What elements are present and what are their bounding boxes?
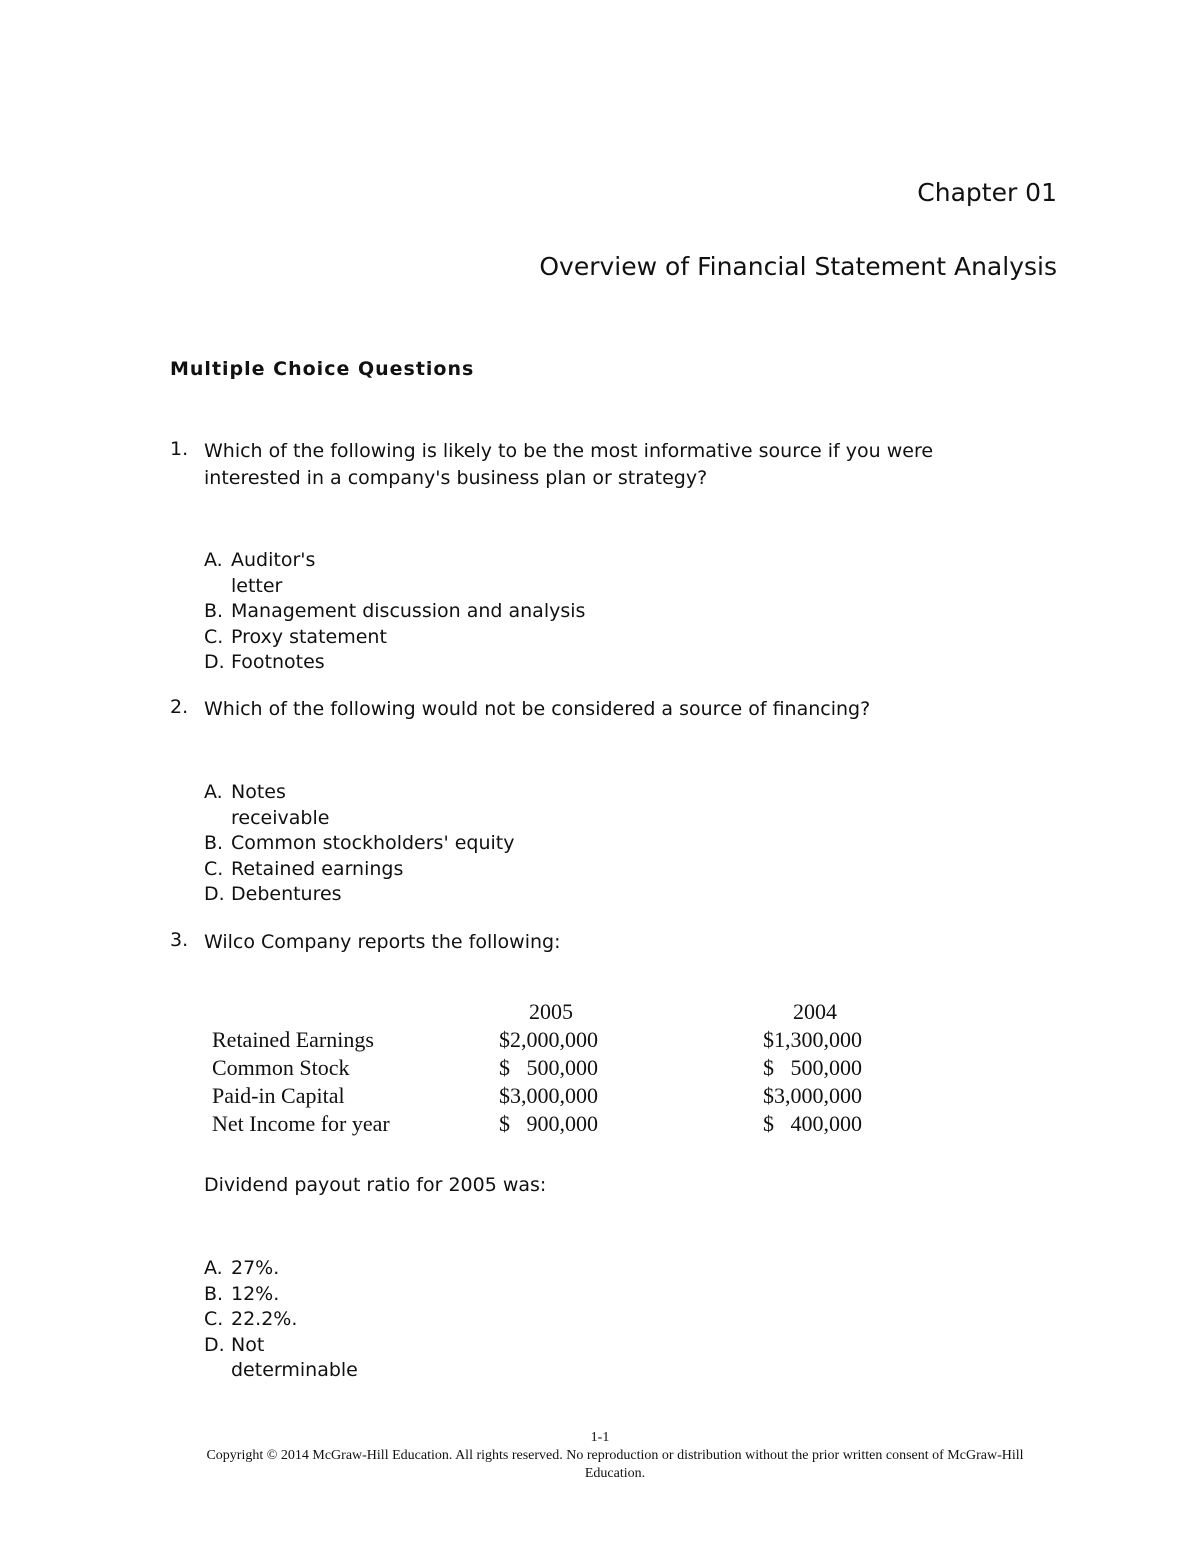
- option: [204, 882, 514, 908]
- option-letter: D.: [204, 651, 225, 673]
- table-header-cell: 2005: [529, 999, 573, 1024]
- option-text: Retained earnings: [231, 857, 404, 880]
- option-letter: D.: [204, 883, 225, 905]
- option-letter: C.: [204, 625, 224, 648]
- row-label: Common Stock: [212, 1055, 350, 1080]
- row-label: Net Income for year: [212, 1111, 390, 1136]
- option: [204, 1307, 331, 1333]
- question-2-number: 2.: [170, 696, 189, 718]
- question-3-followup: Dividend payout ratio for 2005 was:: [204, 1174, 547, 1196]
- table-header-row: [206, 998, 913, 1026]
- option-letter: A.: [204, 781, 223, 803]
- cell-2005: $ 900,000: [499, 1111, 598, 1136]
- option: [204, 857, 514, 883]
- question-3-options: [204, 1256, 358, 1384]
- cell-2005: $2,000,000: [499, 1027, 598, 1052]
- chapter-number: Chapter 01: [917, 178, 1057, 207]
- option-letter: B.: [204, 1282, 224, 1305]
- option-text: 27%.: [231, 1257, 280, 1279]
- cell-2004: $3,000,000: [763, 1083, 862, 1108]
- option-letter: B.: [204, 600, 224, 622]
- question-1-number: 1.: [170, 438, 189, 460]
- option-text: Debentures: [231, 883, 342, 905]
- option-letter: D.: [204, 1333, 225, 1356]
- option-text: Notes receivable: [231, 781, 330, 829]
- option-text: Proxy statement: [231, 625, 387, 648]
- row-label: Paid-in Capital: [212, 1083, 345, 1108]
- table-header-cell: [206, 998, 499, 1026]
- option-letter: A.: [204, 549, 223, 571]
- option-text: Not determinable: [231, 1333, 358, 1381]
- cell-2004: $ 400,000: [763, 1111, 862, 1136]
- option-text: 12%.: [231, 1282, 280, 1305]
- option-letter: B.: [204, 832, 224, 854]
- page-number: 1-1: [590, 1430, 610, 1445]
- option-text: Auditor's letter: [231, 549, 316, 597]
- copyright-notice: Copyright © 2014 McGraw-Hill Education. All rights reserved. No reproduction or distribution without the prior written consent of McGraw-Hill Education.: [206, 1448, 1024, 1481]
- option-text: 22.2%.: [231, 1308, 298, 1330]
- cell-2005: $3,000,000: [499, 1083, 598, 1108]
- option-text: Footnotes: [231, 651, 325, 673]
- section-heading: Multiple Choice Questions: [170, 358, 475, 380]
- chapter-title: Overview of Financial Statement Analysis: [539, 252, 1057, 281]
- question-2-text: Which of the following would not be considered a source of financing?: [204, 698, 871, 720]
- option-text: Management discussion and analysis: [231, 600, 586, 622]
- option-letter: A.: [204, 1257, 223, 1279]
- option: [204, 1333, 358, 1384]
- table-row: [206, 1082, 913, 1110]
- cell-2004: $ 500,000: [763, 1055, 862, 1080]
- question-3-number: 3.: [170, 929, 189, 951]
- table-row: [206, 1026, 913, 1054]
- option: [204, 1282, 331, 1308]
- option: [204, 1256, 331, 1282]
- financial-data-table: [206, 998, 913, 1138]
- option-letter: C.: [204, 1308, 224, 1330]
- option: [204, 780, 514, 831]
- question-2-options: [204, 780, 514, 908]
- question-1-options: [204, 548, 585, 676]
- question-3-text: Wilco Company reports the following:: [204, 931, 561, 953]
- option: [204, 548, 585, 599]
- question-1-text: Which of the following is likely to be the most informative source if you were interested in a company's business plan or strategy?: [204, 440, 934, 489]
- table-row: [206, 1110, 913, 1138]
- table-row: [206, 1054, 913, 1082]
- option-letter: C.: [204, 857, 224, 880]
- row-label: Retained Earnings: [212, 1027, 374, 1052]
- option: [204, 599, 585, 625]
- cell-2004: $1,300,000: [763, 1027, 862, 1052]
- cell-2005: $ 500,000: [499, 1055, 598, 1080]
- option: [204, 650, 585, 676]
- option: [204, 625, 585, 651]
- table-header-cell: 2004: [793, 999, 837, 1024]
- option-text: Common stockholders' equity: [231, 832, 515, 854]
- option: [204, 831, 514, 857]
